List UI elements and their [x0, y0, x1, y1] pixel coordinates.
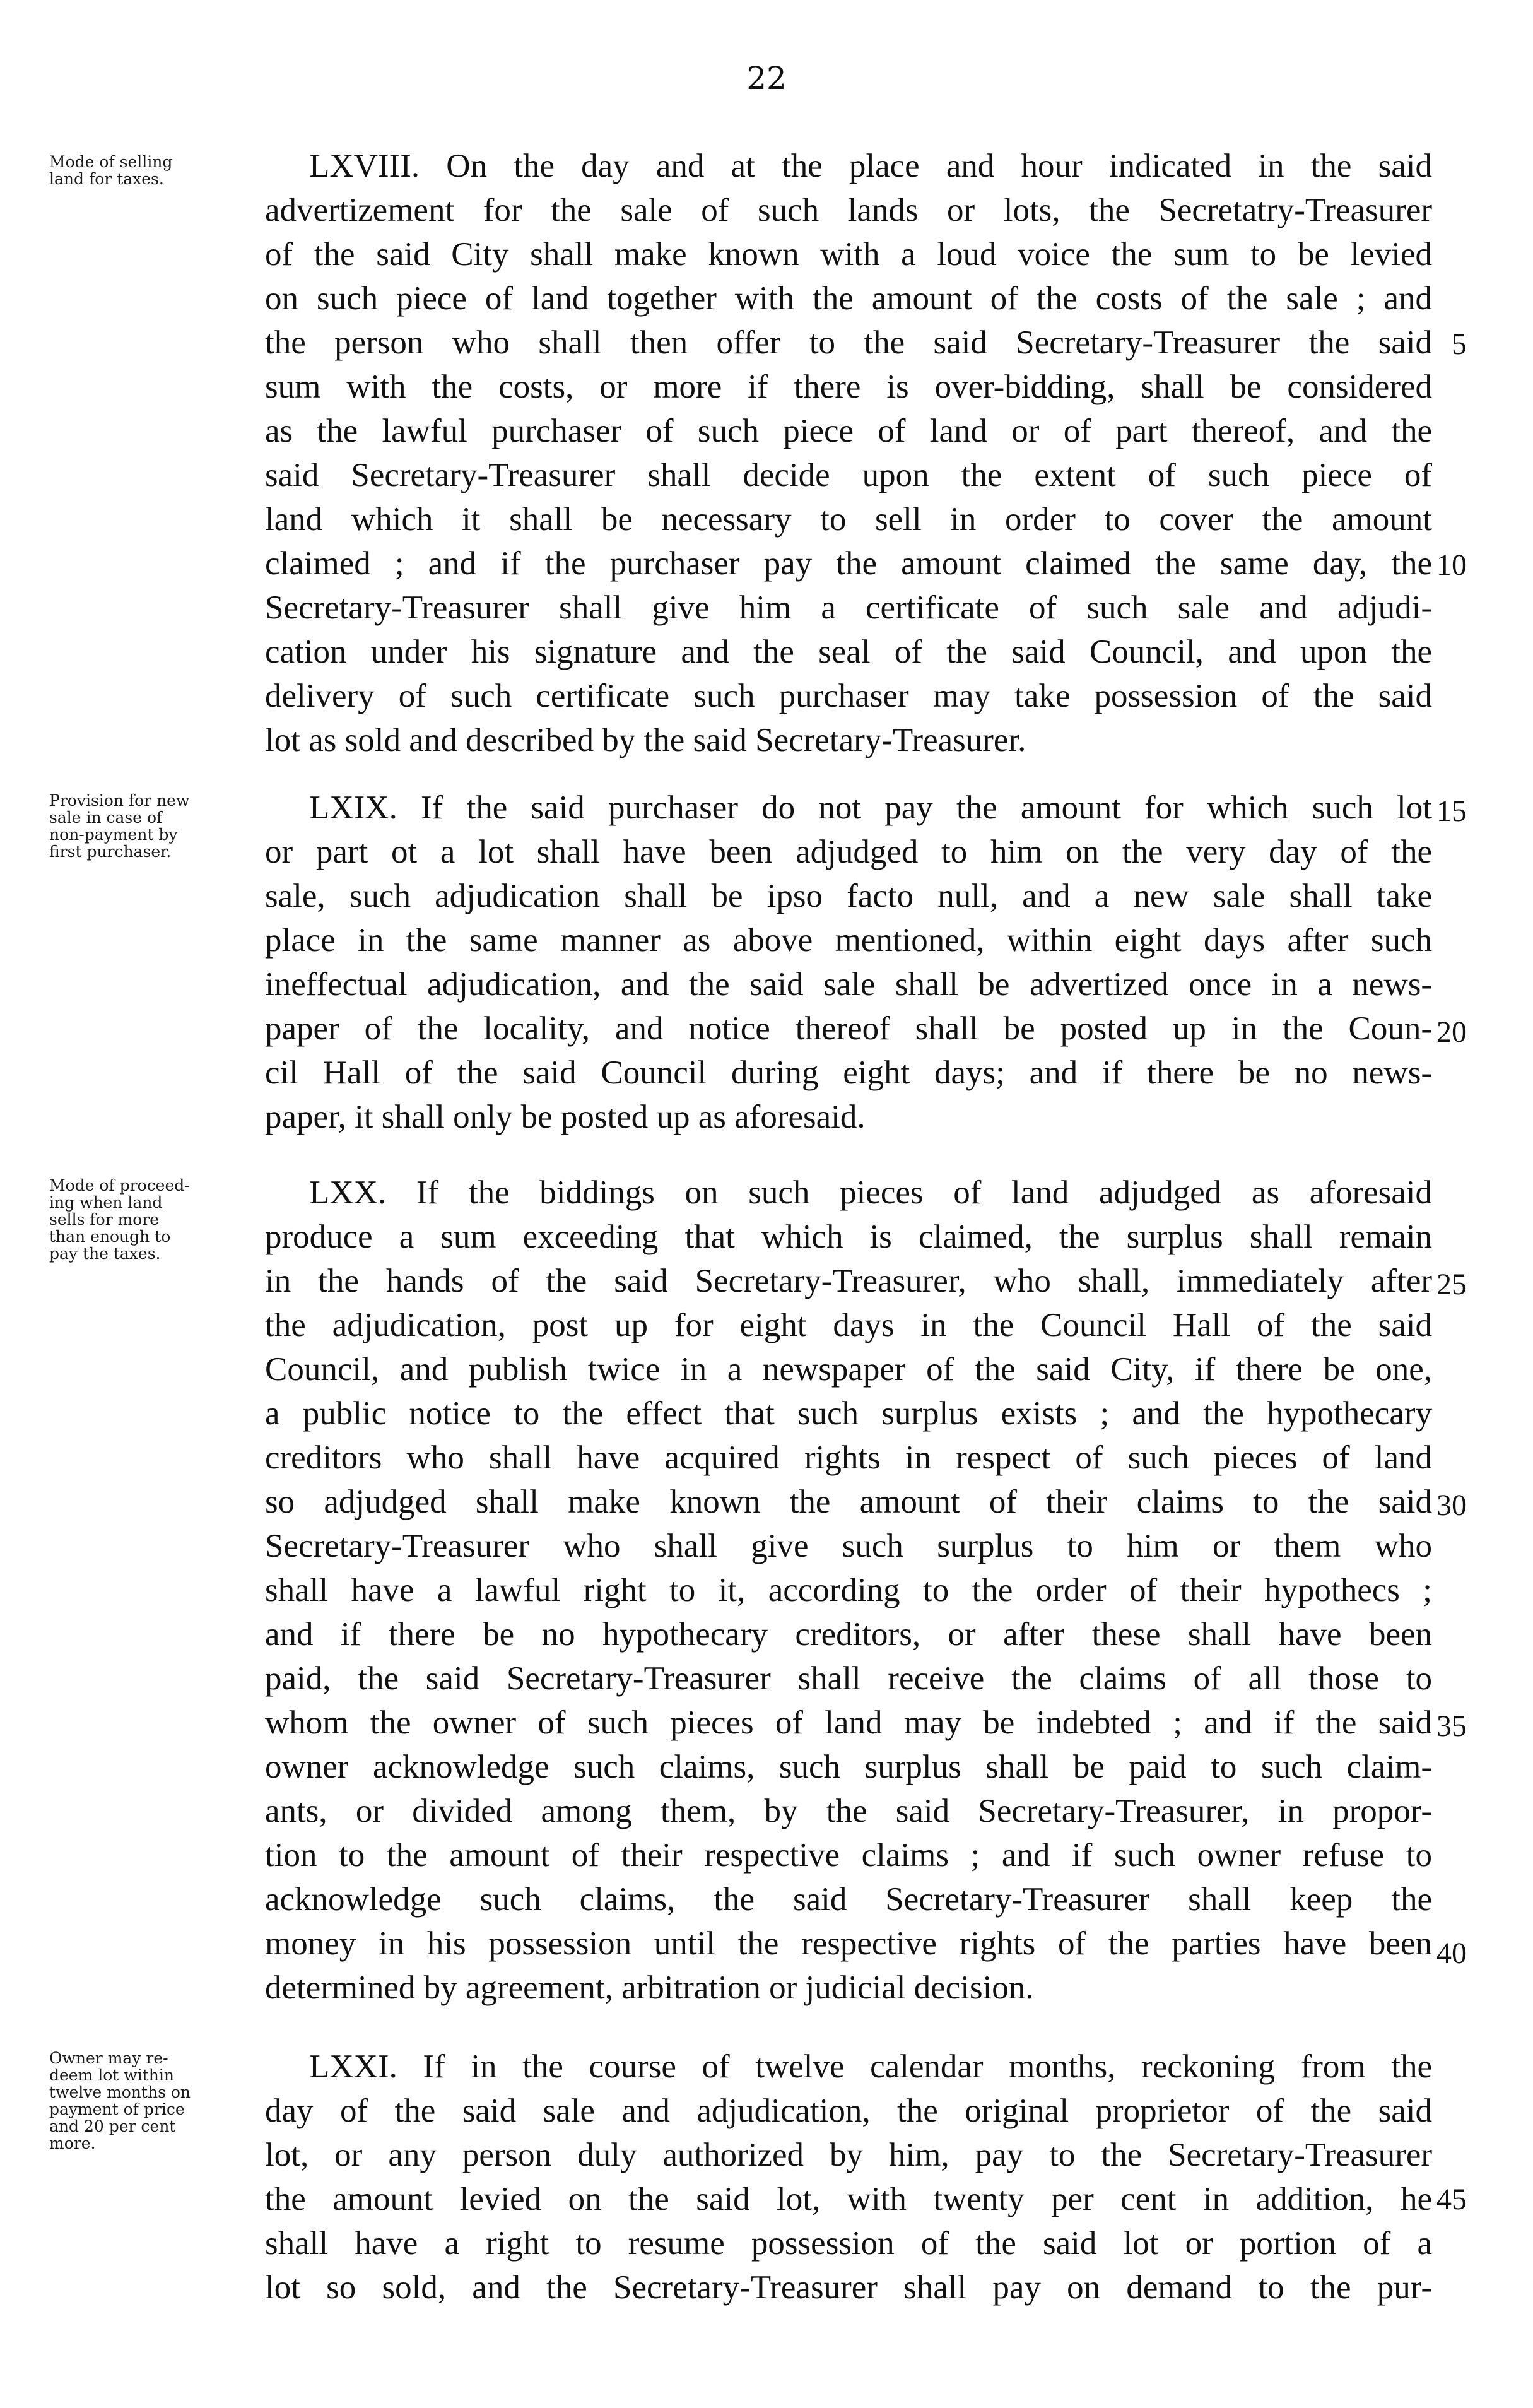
page-number: 22 [746, 60, 787, 97]
text-line: whom the owner of such pieces of land may be indebted ; and if the said [265, 1704, 1432, 1741]
text-line: LXX. If the biddings on such pieces of land adjudged as aforesaid [309, 1174, 1432, 1211]
text-line: the person who shall then offer to the said Secretary-Treasurer the said [265, 324, 1432, 361]
text-line: as the lawful purchaser of such piece of land or of part thereof, and the [265, 413, 1432, 449]
text-line: advertizement for the sale of such lands or lots, the Secretatry-Treasurer [265, 192, 1432, 228]
text-line: produce a sum exceeding that which is claimed, the surplus shall remain [265, 1219, 1432, 1255]
line-number: 35 [1436, 1709, 1467, 1743]
text-line: lot as sold and described by the said Secretary-Treasurer. [265, 722, 1026, 758]
text-line: so adjudged shall make known the amount of their claims to the said [265, 1484, 1432, 1520]
text-line: the adjudication, post up for eight days in the Council Hall of the said [265, 1307, 1432, 1343]
text-line: owner acknowledge such claims, such surplus shall be paid to such claim- [265, 1749, 1432, 1785]
line-number: 20 [1436, 1015, 1467, 1049]
text-line: the amount levied on the said lot, with twenty per cent in addition, he [265, 2181, 1432, 2217]
margin-note-line: Owner may re- [49, 2049, 168, 2067]
text-line: Secretary-Treasurer who shall give such surplus to him or them who [265, 1528, 1432, 1564]
margin-note-line: sale in case of [49, 808, 163, 827]
text-line: cil Hall of the said Council during eight days; and if there be no news- [265, 1054, 1432, 1091]
text-line: paper of the locality, and notice thereof shall be posted up in the Coun- [265, 1010, 1432, 1047]
margin-note-line: land for taxes. [49, 170, 164, 188]
text-line: a public notice to the effect that such surplus exists ; and the hypothecary [265, 1395, 1432, 1432]
text-line: and if there be no hypothecary creditors, or after these shall have been [265, 1616, 1432, 1653]
text-line: said Secretary-Treasurer shall decide upon the extent of such piece of [265, 457, 1432, 493]
margin-note-line: sells for more [49, 1210, 160, 1229]
text-line: day of the said sale and adjudication, the original proprietor of the said [265, 2092, 1432, 2129]
text-line: cation under his signature and the seal of the said Council, and upon the [265, 634, 1432, 670]
text-line: lot so sold, and the Secretary-Treasurer shall pay on demand to the pur- [265, 2269, 1432, 2306]
line-number: 25 [1436, 1268, 1467, 1301]
margin-note-mode-of-proceeding [49, 1177, 261, 1262]
margin-note-line: than enough to [49, 1227, 171, 1246]
line-number: 15 [1436, 794, 1467, 828]
margin-note-line: Provision for new [49, 791, 190, 810]
margin-note-line: ing when land [49, 1193, 163, 1212]
text-line: tion to the amount of their respective claims ; and if such owner refuse to [265, 1837, 1432, 1874]
text-line: land which it shall be necessary to sell in order to cover the amount [265, 501, 1432, 538]
margin-note-line: and 20 per cent [49, 2117, 176, 2135]
text-line: of the said City shall make known with a loud voice the sum to be levied [265, 236, 1432, 273]
margin-note-line: first purchaser. [49, 842, 172, 861]
line-number: 40 [1436, 1937, 1467, 1970]
text-line: determined by agreement, arbitration or judicial decision. [265, 1969, 1034, 2006]
section-text [265, 786, 1432, 1139]
margin-note-mode-of-selling [49, 153, 261, 187]
text-line: ineffectual adjudication, and the said sale shall be advertized once in a news- [265, 966, 1432, 1003]
text-line: shall have a right to resume possession of the said lot or portion of a [265, 2225, 1432, 2262]
text-line: LXIX. If the said purchaser do not pay the amount for which such lot [309, 789, 1432, 826]
text-line: LXXI. If in the course of twelve calendar months, reckoning from the [309, 2048, 1432, 2085]
margin-note-line: deem lot within [49, 2066, 174, 2084]
line-number: 10 [1436, 548, 1467, 582]
line-number: 45 [1436, 2183, 1467, 2216]
section-text [265, 2045, 1432, 2310]
margin-note-line: non-payment by [49, 825, 178, 844]
margin-note-line: pay the taxes. [49, 1244, 161, 1263]
text-line: creditors who shall have acquired rights in respect of such pieces of land [265, 1439, 1432, 1476]
text-line: lot, or any person duly authorized by him, pay to the Secretary-Treasurer [265, 2137, 1432, 2173]
text-line: paid, the said Secretary-Treasurer shall receive the claims of all those to [265, 1660, 1432, 1697]
section-text [265, 1171, 1432, 2010]
margin-note-line: Mode of selling [49, 153, 173, 171]
text-line: claimed ; and if the purchaser pay the amount claimed the same day, the [265, 545, 1432, 582]
text-line: shall have a lawful right to it, according to the order of their hypothecs ; [265, 1572, 1432, 1608]
text-line: sale, such adjudication shall be ipso facto null, and a new sale shall take [265, 878, 1432, 914]
text-line: Council, and publish twice in a newspaper of the said City, if there be one, [265, 1351, 1432, 1388]
section-text [265, 144, 1432, 762]
text-line: LXVIII. On the day and at the place and hour indicated in the said [309, 148, 1432, 184]
text-line: or part ot a lot shall have been adjudged to him on the very day of the [265, 834, 1432, 870]
text-line: on such piece of land together with the amount of the costs of the sale ; and [265, 280, 1432, 317]
margin-note-line: twelve months on [49, 2083, 191, 2101]
text-line: money in his possession until the respective rights of the parties have been [265, 1925, 1432, 1962]
text-line: Secretary-Treasurer shall give him a certificate of such sale and adjudi- [265, 589, 1432, 626]
text-line: delivery of such certificate such purchaser may take possession of the said [265, 678, 1432, 714]
text-line: acknowledge such claims, the said Secretary-Treasurer shall keep the [265, 1881, 1432, 1918]
line-number: 30 [1436, 1489, 1467, 1522]
text-line: sum with the costs, or more if there is over-bidding, shall be considered [265, 369, 1432, 405]
text-line: in the hands of the said Secretary-Treasurer, who shall, immediately after [265, 1263, 1432, 1299]
margin-note-line: more. [49, 2134, 96, 2152]
margin-note-line: payment of price [49, 2100, 185, 2118]
margin-note-provision-new-sale [49, 792, 261, 860]
text-line: ants, or divided among them, by the said Secretary-Treasurer, in propor- [265, 1793, 1432, 1829]
text-line: paper, it shall only be posted up as aforesaid. [265, 1099, 866, 1135]
line-number: 5 [1452, 328, 1467, 361]
text-line: place in the same manner as above mentioned, within eight days after such [265, 922, 1432, 959]
margin-note-owner-may-redeem [49, 2050, 261, 2152]
margin-note-line: Mode of proceed- [49, 1176, 190, 1195]
